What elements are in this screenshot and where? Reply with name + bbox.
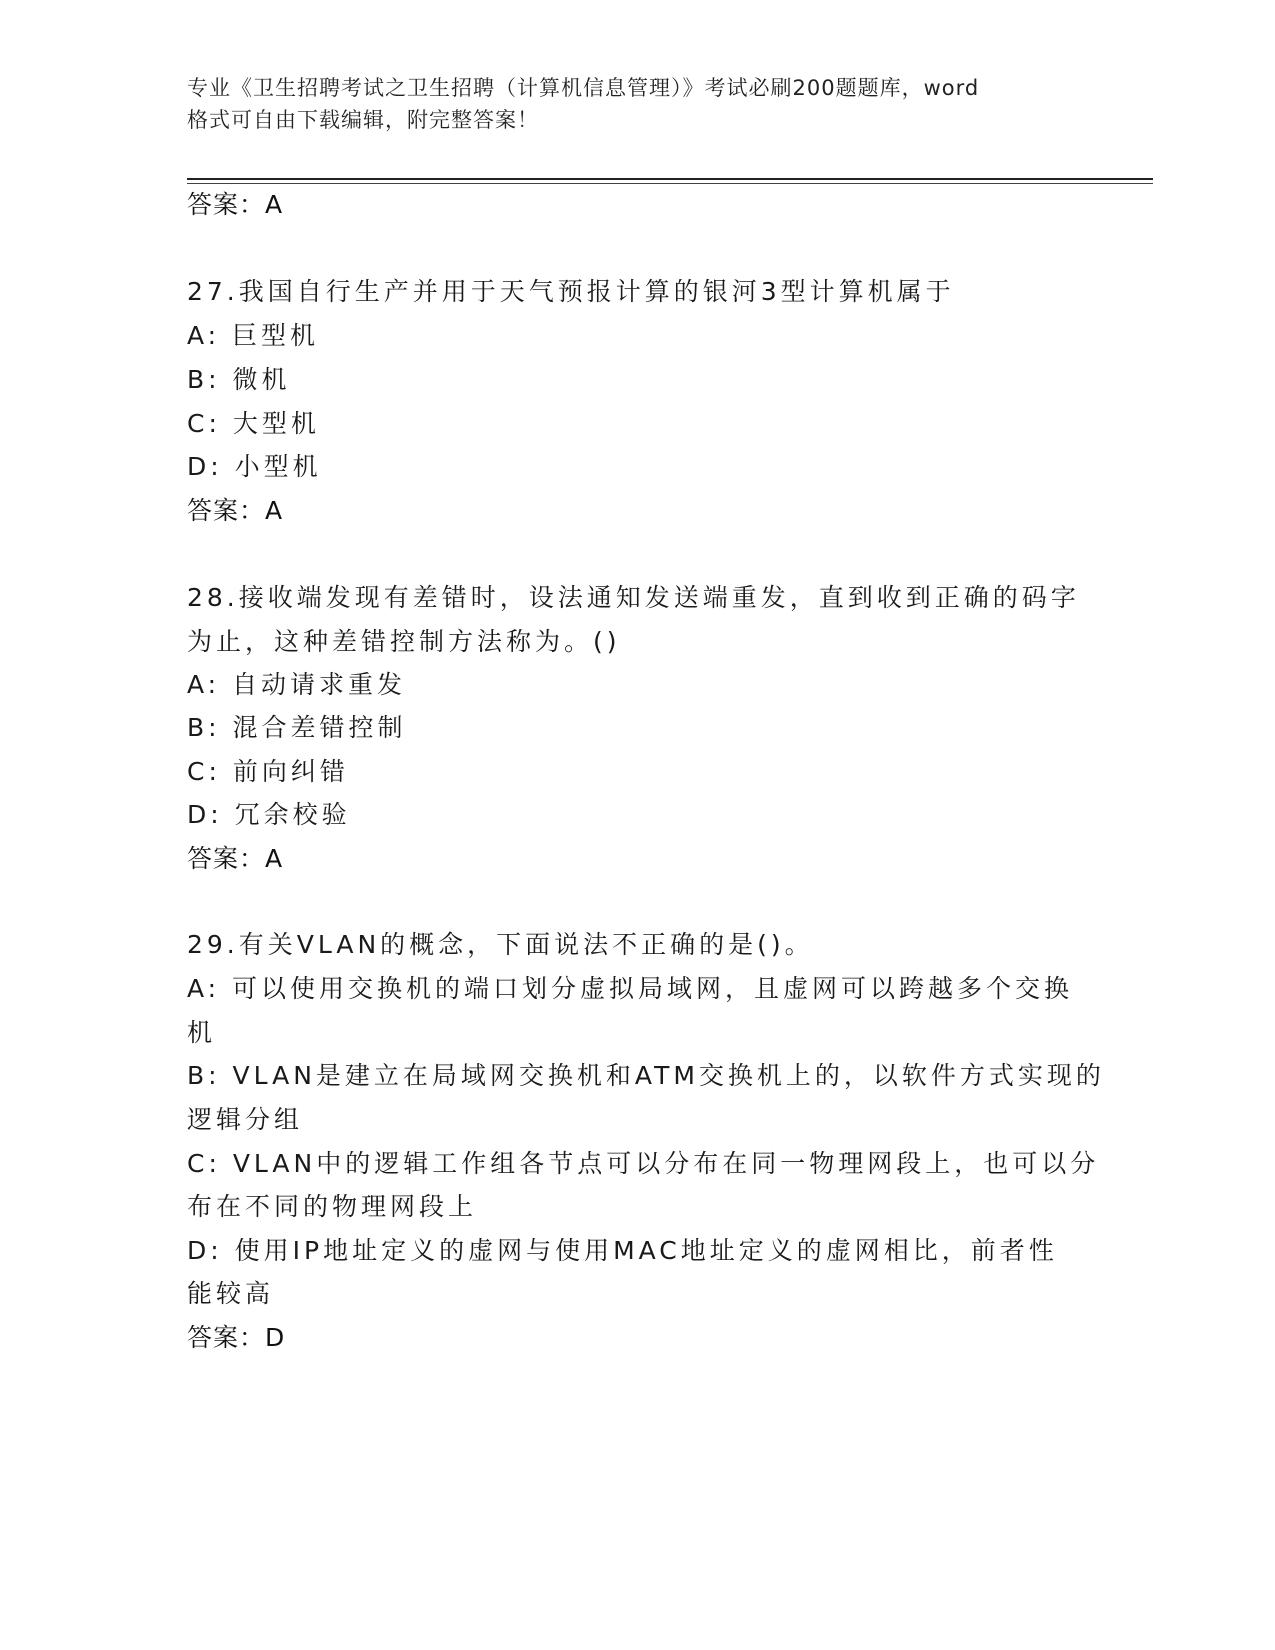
document-header (187, 72, 1087, 136)
answer-value: D (265, 1323, 285, 1352)
answer-label: 答案： (187, 844, 266, 873)
answer-value: A (265, 190, 283, 219)
question-27-option-d: D: 小型机 (187, 452, 322, 481)
header-rule-thick (187, 178, 1153, 180)
question-28-stem-line-2: 为止，这种差错控制方法称为。() (187, 627, 621, 656)
question-28-option-b: B: 混合差错控制 (187, 713, 407, 742)
question-29-option-c-line-2: 布在不同的物理网段上 (187, 1192, 478, 1221)
question-29-option-d-line-2: 能较高 (187, 1279, 275, 1308)
answer-label: 答案： (187, 1323, 266, 1352)
question-28-option-c: C: 前向纠错 (187, 757, 349, 786)
question-29-option-b-line-1: B: VLAN是建立在局域网交换机和ATM交换机上的，以软件方式实现的 (187, 1061, 1105, 1090)
question-27-answer (187, 494, 282, 528)
answer-value: A (265, 496, 283, 525)
question-29-option-c-line-1: C: VLAN中的逻辑工作组各节点可以分布在同一物理网段上，也可以分 (187, 1149, 1100, 1178)
question-29-option-b-line-2: 逻辑分组 (187, 1105, 304, 1134)
question-29-option-a-line-2: 机 (187, 1018, 217, 1047)
answer-label: 答案： (187, 190, 266, 219)
answer-previous (187, 188, 282, 222)
answer-label: 答案： (187, 496, 266, 525)
header-rule-thin (187, 183, 1153, 184)
question-28-option-a: A: 自动请求重发 (187, 670, 407, 699)
question-29-option-d-line-1: D: 使用IP地址定义的虚网与使用MAC地址定义的虚网相比，前者性 (187, 1236, 1058, 1265)
question-29-stem: 29.有关VLAN的概念，下面说法不正确的是()。 (187, 930, 814, 959)
question-28-option-d: D: 冗余校验 (187, 800, 351, 829)
question-29-answer (187, 1321, 284, 1355)
question-27-option-b: B: 微机 (187, 365, 291, 394)
header-line-1: 专业《卫生招聘考试之卫生招聘（计算机信息管理）》考试必刷200题题库，word (187, 76, 980, 100)
question-27-option-c: C: 大型机 (187, 409, 320, 438)
question-27-stem: 27.我国自行生产并用于天气预报计算的银河3型计算机属于 (187, 277, 955, 306)
question-27-option-a: A: 巨型机 (187, 321, 320, 350)
answer-value: A (265, 844, 283, 873)
header-line-2: 格式可自由下载编辑，附完整答案！ (187, 108, 539, 132)
question-29-option-a-line-1: A: 可以使用交换机的端口划分虚拟局域网，且虚网可以跨越多个交换 (187, 974, 1074, 1003)
question-28-answer (187, 842, 282, 876)
question-28-stem-line-1: 28.接收端发现有差错时，设法通知发送端重发，直到收到正确的码字 (187, 583, 1080, 612)
